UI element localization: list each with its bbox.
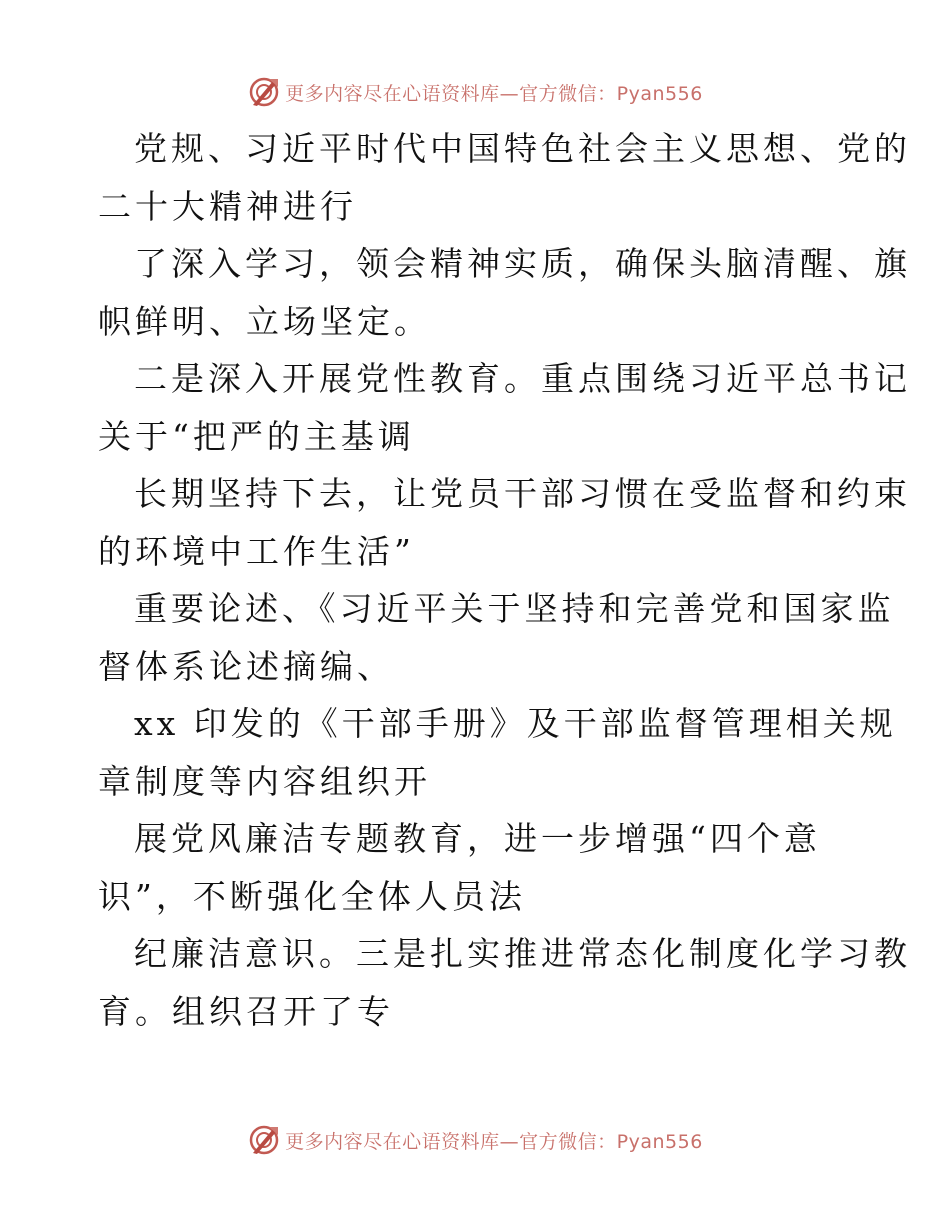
header-watermark-text: 更多内容尽在心语资料库—官方微信：Pyan556	[285, 82, 703, 105]
body-line: 育。组织召开了专	[98, 991, 394, 1031]
footer-watermark	[0, 1120, 950, 1160]
body-line: 党规、习近平时代中国特色社会主义思想、党的	[134, 129, 911, 168]
body-line: 二十大精神进行	[98, 186, 357, 226]
body-line: 纪廉洁意识。三是扎实推进常态化制度化学习教	[134, 934, 911, 973]
body-line: 的环境中工作生活”	[98, 531, 415, 571]
quill-logo-icon	[247, 1123, 281, 1157]
footer-watermark-text: 更多内容尽在心语资料库—官方微信：Pyan556	[285, 1130, 703, 1153]
body-line: 了深入学习，领会精神实质，确保头脑清醒、旗	[134, 244, 911, 283]
body-line: xx 印发的《干部手册》及干部监督管理相关规	[134, 704, 897, 743]
header-watermark	[0, 72, 950, 112]
body-line: 督体系论述摘编、	[98, 646, 394, 686]
body-line: 展党风廉洁专题教育，进一步增强“四个意	[134, 819, 821, 858]
quill-logo-icon	[247, 75, 281, 109]
body-line: 章制度等内容组织开	[98, 761, 431, 801]
body-line: 关于“把严的主基调	[98, 416, 415, 456]
body-line: 识”，不断强化全体人员法	[98, 876, 526, 916]
body-line: 二是深入开展党性教育。重点围绕习近平总书记	[134, 359, 911, 398]
body-line: 重要论述、《习近平关于坚持和完善党和国家监	[134, 589, 895, 628]
body-line: 长期坚持下去，让党员干部习惯在受监督和约束	[134, 474, 911, 513]
body-line: 帜鲜明、立场坚定。	[98, 301, 431, 341]
document-body	[98, 120, 911, 1040]
